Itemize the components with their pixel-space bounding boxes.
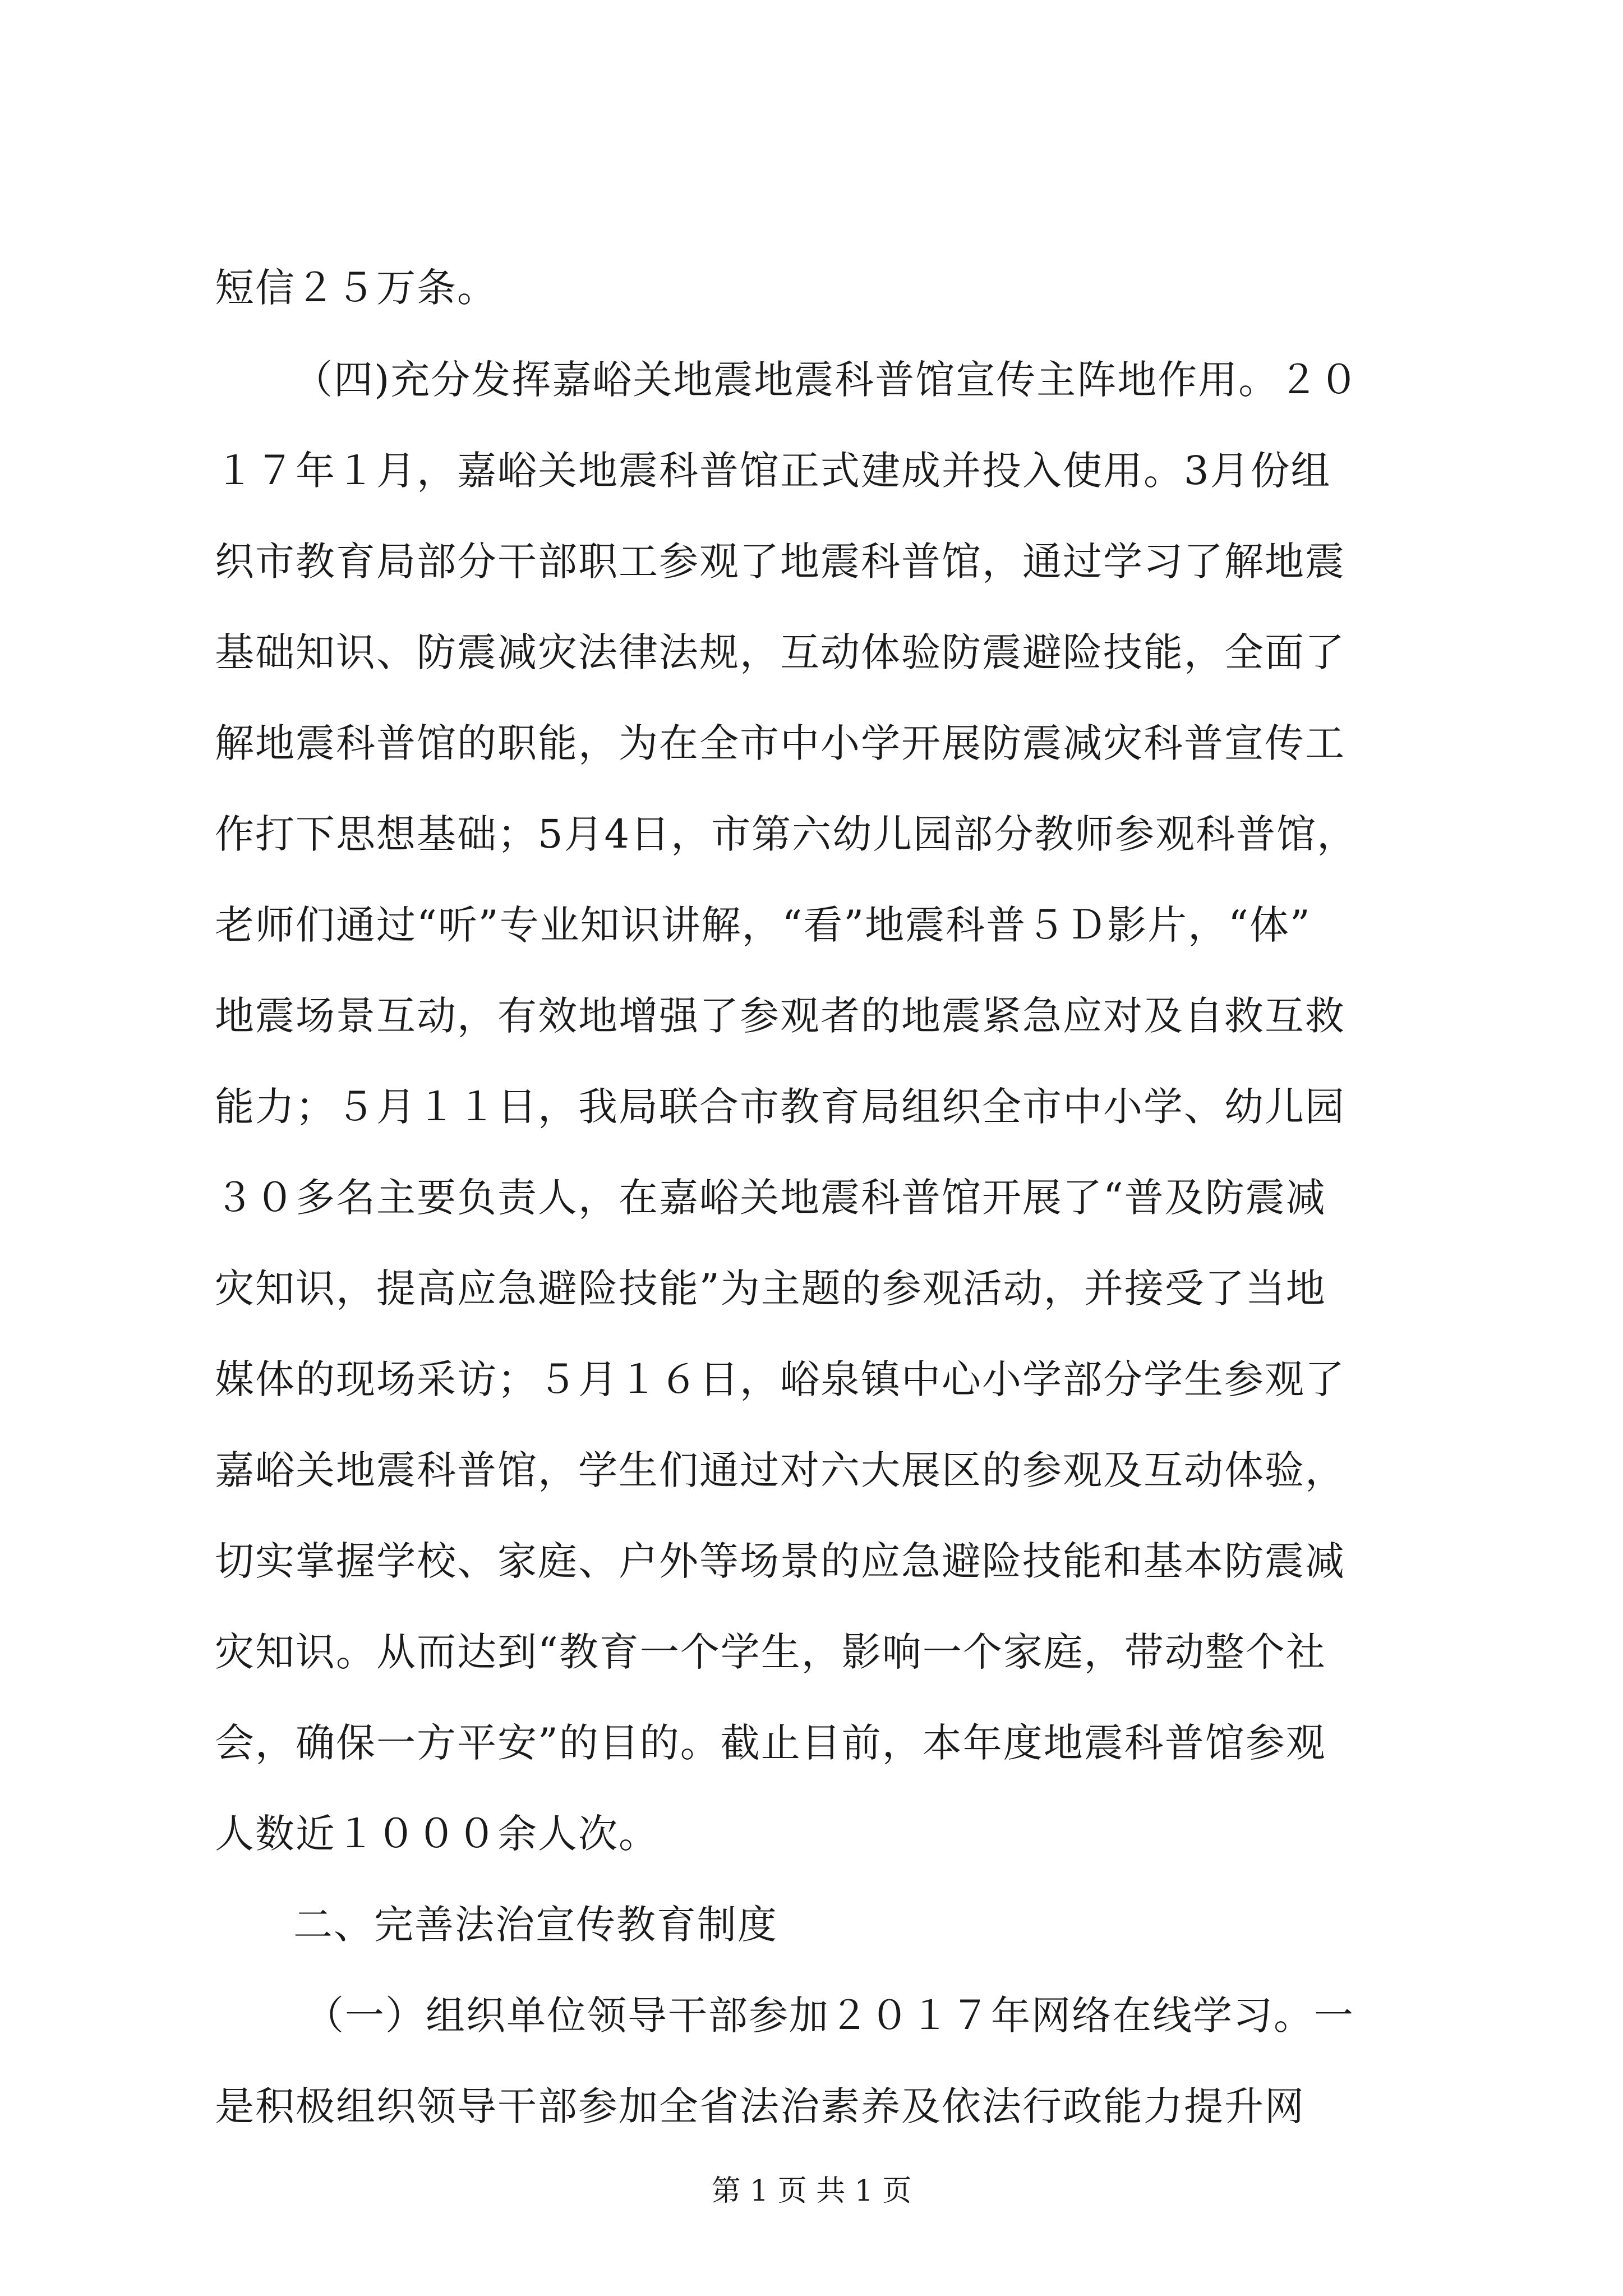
text-line: 解地震科普馆的职能，为在全市中小学开展防震减灾科普宣传工 bbox=[215, 720, 1345, 766]
text-line: 灾知识，提高应急避险技能”为主题的参观活动，并接受了当地 bbox=[215, 1266, 1326, 1312]
text-line: （四)充分发挥嘉峪关地震地震科普馆宣传主阵地作用。２０ bbox=[293, 357, 1360, 403]
text-line: 作打下思想基础；5月4日，市第六幼儿园部分教师参观科普馆， bbox=[215, 811, 1358, 857]
text-line: 能力；５月１１日，我局联合市教育局组织全市中小学、幼儿园 bbox=[215, 1084, 1345, 1130]
text-line: 灾知识。从而达到“教育一个学生，影响一个家庭，带动整个社 bbox=[215, 1629, 1326, 1675]
text-line: 短信２５万条。 bbox=[215, 265, 497, 311]
text-line: 人数近１０００余人次。 bbox=[215, 1811, 659, 1857]
text-line: ３０多名主要负责人，在嘉峪关地震科普馆开展了“普及防震减 bbox=[215, 1175, 1326, 1221]
text-line: 嘉峪关地震科普馆，学生们通过对六大展区的参观及互动体验， bbox=[215, 1447, 1345, 1493]
text-line: 织市教育局部分干部职工参观了地震科普馆，通过学习了解地震 bbox=[215, 539, 1345, 585]
text-line: 地震场景互动，有效地增强了参观者的地震紧急应对及自救互救 bbox=[215, 993, 1345, 1039]
text-line: 基础知识、防震减灾法律法规，互动体验防震避险技能，全面了 bbox=[215, 629, 1345, 675]
section-heading: 二、完善法治宣传教育制度 bbox=[293, 1902, 778, 1948]
text-line: 切实掌握学校、家庭、户外等场景的应急避险技能和基本防震减 bbox=[215, 1538, 1345, 1584]
text-line: （一）组织单位领导干部参加２０１７年网络在线学习。一 bbox=[305, 1993, 1354, 2039]
text-line: 媒体的现场采访；５月１６日，峪泉镇中心小学部分学生参观了 bbox=[215, 1356, 1345, 1402]
text-line: １７年１月，嘉峪关地震科普馆正式建成并投入使用。3月份组 bbox=[215, 448, 1331, 494]
page-footer: 第 1 页 共 1 页 bbox=[711, 2174, 912, 2208]
text-line: 会，确保一方平安”的目的。截止目前，本年度地震科普馆参观 bbox=[215, 1720, 1326, 1766]
text-line: 是积极组织领导干部参加全省法治素养及依法行政能力提升网 bbox=[215, 2083, 1305, 2129]
text-line: 老师们通过“听”专业知识讲解，“看”地震科普５Ｄ影片，“体” bbox=[215, 902, 1311, 948]
